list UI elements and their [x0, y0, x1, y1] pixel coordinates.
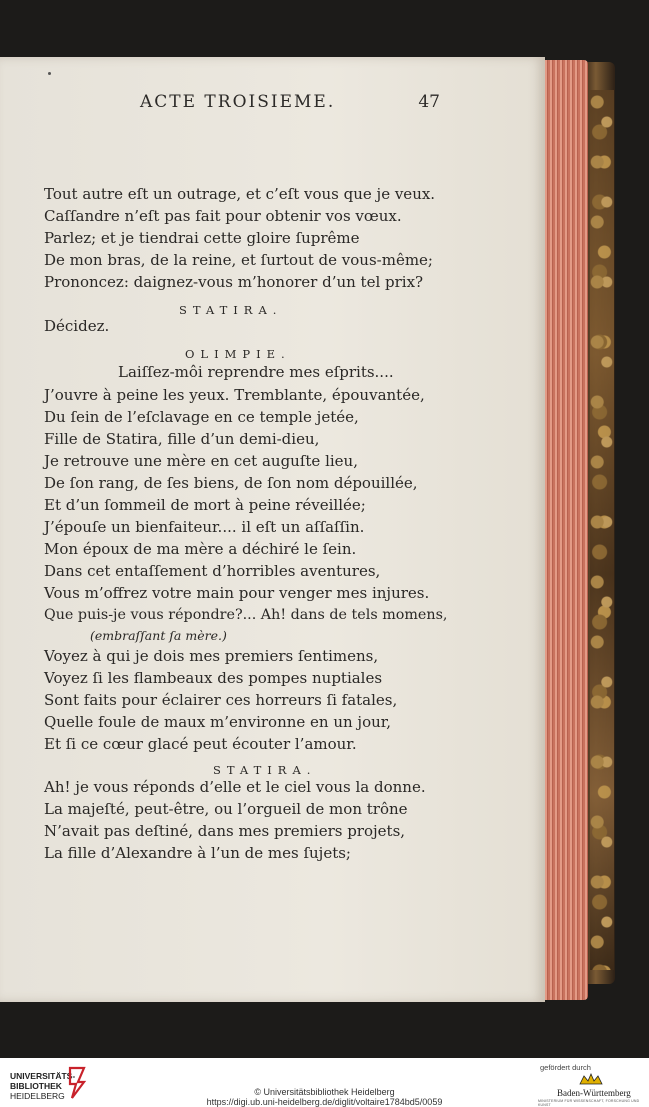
verse-line: La fille d’Alexandre à l’un de mes ſujets;	[44, 844, 351, 862]
verse-line: J’ouvre à peine les yeux. Tremblante, épouvantée,	[44, 386, 425, 404]
library-line: UNIVERSITÄTS-	[10, 1071, 76, 1081]
verse-line: Sont faits pour éclairer ces horreurs ſi fatales,	[44, 691, 398, 709]
verse-line: Je retrouve une mère en cet auguſte lieu,	[44, 452, 358, 470]
state-crest-icon	[578, 1072, 604, 1086]
verse-line: Du ſein de l’eſclavage en ce temple jetée,	[44, 408, 359, 426]
sponsor-name: Baden-Württemberg	[557, 1088, 631, 1098]
library-line: HEIDELBERG	[10, 1091, 65, 1101]
verse-line: Voyez à qui je dois mes premiers ſentimens,	[44, 647, 379, 665]
page-number: 47	[418, 92, 440, 112]
library-line: BIBLIOTHEK	[10, 1081, 62, 1091]
verse-line: Caſſandre n’eſt pas fait pour obtenir vos vœux.	[44, 207, 402, 225]
speaker-name: OLIMPIE.	[185, 347, 291, 361]
verse-line: Tout autre eſt un outrage, et c’eſt vous que je veux.	[44, 185, 436, 203]
marbled-cover	[590, 90, 614, 970]
verse-line: Mon époux de ma mère a déchiré le ſein.	[44, 540, 357, 558]
verse-line: La majeſté, peut-être, ou l’orgueil de mon trône	[44, 800, 408, 818]
stage-direction: (embraſſant ſa mère.)	[90, 628, 227, 643]
verse-line: Que puis-je vous répondre?... Ah! dans de tels momens,	[44, 607, 448, 623]
permalink[interactable]: https://digi.ub.uni-heidelberg.de/diglit/voltaire1784bd5/0059	[206, 1097, 443, 1107]
speaker-name: STATIRA.	[213, 763, 317, 777]
verse-line: Vous m’offrez votre main pour venger mes injures.	[44, 584, 430, 602]
verse-line: Parlez; et je tiendrai cette gloire ſuprême	[44, 229, 360, 247]
sponsor-subtitle: MINISTERIUM FÜR WISSENSCHAFT, FORSCHUNG UND KUNST	[538, 1099, 640, 1107]
verse-line: Et d’un ſommeil de mort à peine réveillée;	[44, 496, 366, 514]
verse-line: Quelle foule de maux m’environne en un jour,	[44, 713, 392, 731]
verse-line: Fille de Statira, fille d’un demi-dieu,	[44, 430, 320, 448]
verse-line: Décidez.	[44, 317, 110, 335]
copyright-text: © Universitätsbibliothek Heidelberg	[254, 1087, 395, 1097]
funded-by-label: gefördert durch	[540, 1063, 591, 1072]
page-speck	[48, 72, 51, 75]
verse-line: De ſon rang, de ſes biens, de ſon nom dépouillée,	[44, 474, 418, 492]
verse-line: Et ſi ce cœur glacé peut écouter l’amour.	[44, 735, 357, 753]
verse-line: N’avait pas deſtiné, dans mes premiers projets,	[44, 822, 406, 840]
verse-line: Ah! je vous réponds d’elle et le ciel vous la donne.	[44, 778, 426, 796]
verse-line: J’épouſe un bienfaiteur.... il eſt un aſſaſſin.	[44, 518, 365, 536]
verse-line: Dans cet entaſſement d’horribles aventures,	[44, 562, 381, 580]
speaker-name: STATIRA.	[179, 303, 283, 317]
running-header	[140, 92, 440, 114]
header-title: ACTE TROISIEME.	[140, 92, 336, 112]
verse-line: Voyez ſi les flambeaux des pompes nuptiales	[44, 669, 383, 687]
verse-line: De mon bras, de la reine, et ſurtout de vous-même;	[44, 251, 433, 269]
verse-line: Prononcez: daignez-vous m’honorer d’un tel prix?	[44, 273, 424, 291]
verse-line: Laiſſez-môi reprendre mes eſprits....	[118, 363, 394, 381]
red-page-edges	[538, 60, 588, 1000]
